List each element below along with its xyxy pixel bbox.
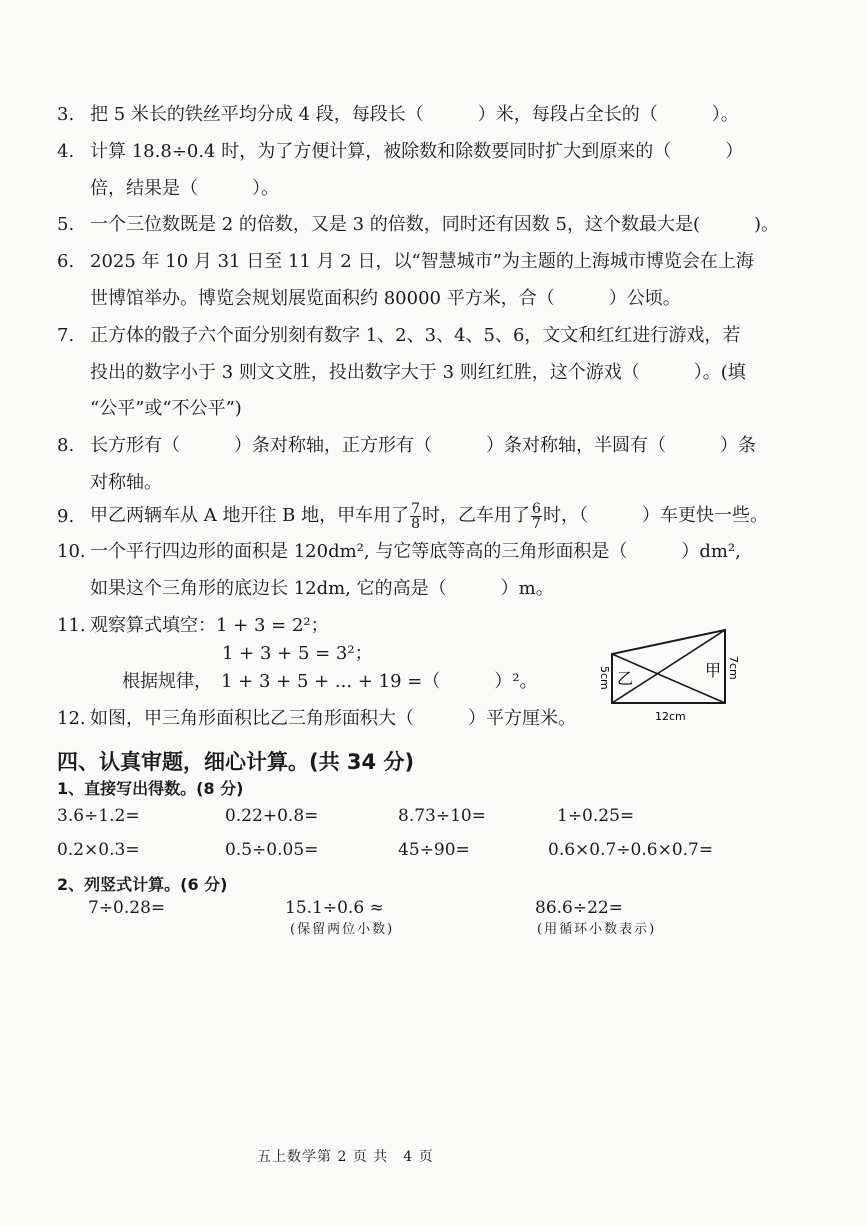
page-footer: 五上数学第 2 页 共 4 页 bbox=[257, 1149, 434, 1165]
question-number: 11. bbox=[57, 615, 86, 636]
question-text: 如图，甲三角形面积比乙三角形面积大（ ）平方厘米。 bbox=[90, 708, 576, 729]
question-text-line1: 长方形有（ ）条对称轴，正方形有（ ）条对称轴，半圆有（ ）条 bbox=[90, 435, 756, 456]
question-text-part: 甲乙两辆车从 A 地开往 B 地，甲车用了 bbox=[90, 505, 410, 526]
fraction-6-7 bbox=[531, 502, 542, 531]
question-text-line2: 1 + 3 + 5 = 3²； bbox=[222, 643, 373, 664]
question-number: 5. bbox=[57, 214, 75, 235]
base-length: 12cm bbox=[655, 710, 686, 723]
question-number: 12. bbox=[57, 708, 86, 729]
question-number: 9. bbox=[57, 506, 75, 527]
vertical-calc-item: 7÷0.28= bbox=[88, 898, 166, 918]
question-text-line2: 世博馆举办。博览会规划展览面积约 80000 平方米，合（ ）公顷。 bbox=[90, 288, 681, 309]
calc-item: 8.73÷10= bbox=[398, 806, 486, 826]
question-text bbox=[90, 497, 768, 535]
triangle-label-yi: 乙 bbox=[617, 669, 634, 688]
question-text-line3: 根据规律， 1 + 3 + 5 + ... + 19 =（ ）²。 bbox=[122, 671, 538, 692]
trapezoid-figure bbox=[595, 620, 745, 725]
question-text-part: 时，（ ）车更快一些。 bbox=[542, 505, 768, 526]
question-text-line2: 投出的数字小于 3 则文文胜，投出数字大于 3 则红红胜，这个游戏（ ）。(填 bbox=[90, 362, 746, 383]
vertical-calc-item: 86.6÷22= bbox=[535, 898, 623, 918]
question-text-line2: 如果这个三角形的底边长 12dm, 它的高是（ ）m。 bbox=[90, 578, 554, 599]
calc-item: 45÷90= bbox=[398, 840, 470, 860]
question-text: 一个三位数既是 2 的倍数，又是 3 的倍数，同时还有因数 5，这个数最大是( )。 bbox=[90, 214, 780, 235]
calc-item: 1÷0.25= bbox=[557, 806, 635, 826]
fraction-denominator: 7 bbox=[532, 515, 541, 532]
calc-item: 0.5÷0.05= bbox=[225, 840, 319, 860]
fraction-denominator: 8 bbox=[411, 515, 421, 532]
calc-item: 0.2×0.3= bbox=[57, 840, 140, 860]
question-text: 把 5 米长的铁丝平均分成 4 段，每段长（ ）米，每段占全长的（ ）。 bbox=[90, 104, 739, 125]
question-text-line2: 对称轴。 bbox=[90, 472, 162, 493]
question-number: 6. bbox=[57, 251, 75, 272]
repeating-decimal-note: (用循环小数表示) bbox=[537, 922, 657, 937]
calc-item: 3.6÷1.2= bbox=[57, 806, 140, 826]
fraction-numerator: 6 bbox=[532, 500, 541, 517]
question-text-line1: 计算 18.8÷0.4 时，为了方便计算，被除数和除数要同时扩大到原来的（ ） bbox=[90, 141, 744, 162]
calc-item: 0.22+0.8= bbox=[225, 806, 319, 826]
question-text-line1: 正方体的骰子六个面分别刻有数字 1、2、3、4、5、6，文文和红红进行游戏，若 bbox=[90, 325, 741, 346]
question-number: 10. bbox=[57, 541, 86, 562]
question-text-line3: “公平”或“不公平”) bbox=[90, 398, 242, 419]
rounding-note: (保留两位小数) bbox=[290, 922, 395, 937]
side-length-right: 7cm bbox=[727, 656, 740, 680]
question-text-line2: 倍，结果是（ ）。 bbox=[90, 178, 279, 199]
fraction-numerator: 7 bbox=[411, 500, 421, 517]
triangle-label-jia: 甲 bbox=[705, 661, 722, 680]
calc-item: 0.6×0.7÷0.6×0.7= bbox=[548, 840, 714, 860]
question-text-part: 时，乙车用了 bbox=[422, 505, 531, 526]
question-text-line1: 2025 年 10 月 31 日至 11 月 2 日，以“智慧城市”为主题的上海城市博览会在上海 bbox=[90, 251, 754, 272]
question-text-line1: 观察算式填空：1 + 3 = 2²； bbox=[90, 615, 329, 636]
question-text-line1: 一个平行四边形的面积是 120dm², 与它等底等高的三角形面积是（ ）dm², bbox=[90, 541, 741, 562]
part1-title: 1、直接写出得数。(8 分) bbox=[57, 779, 244, 798]
vertical-calc-item: 15.1÷0.6 ≈ bbox=[285, 898, 384, 918]
part2-title: 2、列竖式计算。(6 分) bbox=[57, 875, 228, 894]
side-length-left: 5cm bbox=[598, 666, 611, 690]
question-number: 4. bbox=[57, 141, 75, 162]
question-number: 8. bbox=[57, 435, 75, 456]
fraction-7-8 bbox=[410, 502, 421, 531]
question-number: 7. bbox=[57, 325, 75, 346]
section-title: 四、认真审题，细心计算。(共 34 分) bbox=[57, 750, 415, 774]
question-number: 3. bbox=[57, 104, 75, 125]
